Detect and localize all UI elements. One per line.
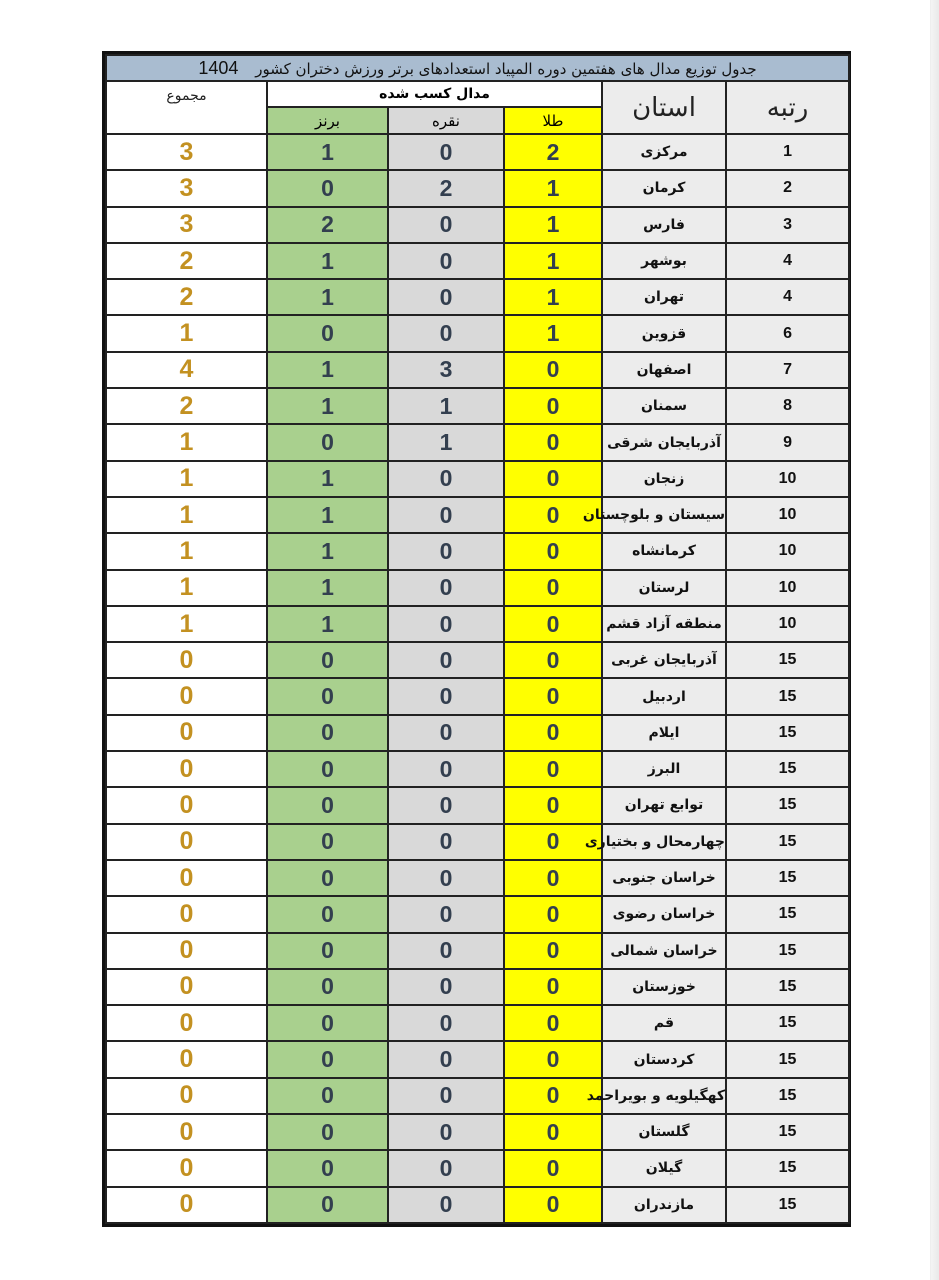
total-cell: 4 [106, 352, 267, 388]
table-row [106, 1005, 849, 1041]
silver-cell: 0 [388, 896, 504, 932]
province-cell: کرمانشاه [602, 533, 726, 569]
total-cell: 3 [106, 134, 267, 170]
table-row [106, 824, 849, 860]
total-cell: 0 [106, 787, 267, 823]
silver-cell: 0 [388, 969, 504, 1005]
table-row [106, 352, 849, 388]
silver-cell: 0 [388, 134, 504, 170]
silver-cell: 0 [388, 751, 504, 787]
gold-cell: 0 [504, 824, 602, 860]
rank-cell: 10 [726, 606, 849, 642]
gold-cell: 0 [504, 461, 602, 497]
gold-cell: 0 [504, 642, 602, 678]
total-cell: 0 [106, 969, 267, 1005]
rank-cell: 15 [726, 751, 849, 787]
header-province: استان [602, 81, 726, 134]
silver-cell: 0 [388, 570, 504, 606]
total-cell: 1 [106, 497, 267, 533]
header-medals-group: مدال کسب شده [267, 81, 602, 107]
total-cell: 1 [106, 461, 267, 497]
rank-cell: 15 [726, 642, 849, 678]
gold-cell: 0 [504, 352, 602, 388]
total-cell: 0 [106, 933, 267, 969]
rank-cell: 15 [726, 1150, 849, 1186]
rank-cell: 3 [726, 207, 849, 243]
province-cell: خراسان رضوی [602, 896, 726, 932]
rank-cell: 4 [726, 243, 849, 279]
table-row [106, 243, 849, 279]
total-cell: 0 [106, 751, 267, 787]
rank-cell: 15 [726, 969, 849, 1005]
gold-cell: 0 [504, 606, 602, 642]
table-row [106, 388, 849, 424]
table-row [106, 1187, 849, 1223]
province-cell: لرستان [602, 570, 726, 606]
silver-cell: 0 [388, 824, 504, 860]
bronze-cell: 0 [267, 787, 388, 823]
bronze-cell: 0 [267, 678, 388, 714]
bronze-cell: 0 [267, 424, 388, 460]
province-cell: خراسان شمالی [602, 933, 726, 969]
bronze-cell: 1 [267, 388, 388, 424]
bronze-cell: 0 [267, 860, 388, 896]
total-cell: 0 [106, 1114, 267, 1150]
total-cell: 0 [106, 678, 267, 714]
province-cell: قم [602, 1005, 726, 1041]
table-row [106, 315, 849, 351]
header-total: مجموع [106, 81, 267, 134]
gold-cell: 0 [504, 1114, 602, 1150]
province-cell: اصفهان [602, 352, 726, 388]
rank-cell: 6 [726, 315, 849, 351]
header-silver: نقره [388, 107, 504, 134]
header-rank: رتبه [726, 81, 849, 134]
bronze-cell: 1 [267, 352, 388, 388]
gold-cell: 0 [504, 933, 602, 969]
total-cell: 0 [106, 1005, 267, 1041]
gold-cell: 1 [504, 207, 602, 243]
silver-cell: 0 [388, 1078, 504, 1114]
header-bronze: برنز [267, 107, 388, 134]
bronze-cell: 0 [267, 969, 388, 1005]
total-cell: 2 [106, 388, 267, 424]
header-gold: طلا [504, 107, 602, 134]
rank-cell: 2 [726, 170, 849, 206]
table-row [106, 1041, 849, 1077]
bronze-cell: 0 [267, 170, 388, 206]
bronze-cell: 0 [267, 751, 388, 787]
title-year: 1404 [198, 57, 239, 78]
gold-cell: 0 [504, 715, 602, 751]
rank-cell: 1 [726, 134, 849, 170]
table-row [106, 715, 849, 751]
rank-cell: 4 [726, 279, 849, 315]
table-row [106, 751, 849, 787]
table-row [106, 497, 849, 533]
total-cell: 1 [106, 570, 267, 606]
gold-cell: 0 [504, 860, 602, 896]
gold-cell: 0 [504, 1005, 602, 1041]
rank-cell: 15 [726, 715, 849, 751]
rank-cell: 15 [726, 787, 849, 823]
bronze-cell: 0 [267, 824, 388, 860]
silver-cell: 0 [388, 1150, 504, 1186]
silver-cell: 0 [388, 1005, 504, 1041]
bronze-cell: 0 [267, 1041, 388, 1077]
rank-cell: 7 [726, 352, 849, 388]
total-cell: 0 [106, 1041, 267, 1077]
gold-cell: 0 [504, 787, 602, 823]
silver-cell: 0 [388, 860, 504, 896]
silver-cell: 3 [388, 352, 504, 388]
silver-cell: 0 [388, 207, 504, 243]
rank-cell: 15 [726, 860, 849, 896]
gold-cell: 1 [504, 315, 602, 351]
bronze-cell: 0 [267, 642, 388, 678]
total-cell: 0 [106, 715, 267, 751]
table-row [106, 787, 849, 823]
table-row [106, 134, 849, 170]
table-row [106, 678, 849, 714]
total-cell: 0 [106, 896, 267, 932]
province-cell: خراسان جنوبی [602, 860, 726, 896]
bronze-cell: 1 [267, 461, 388, 497]
table-row [106, 533, 849, 569]
rank-cell: 15 [726, 824, 849, 860]
province-cell: زنجان [602, 461, 726, 497]
gold-cell: 0 [504, 570, 602, 606]
bronze-cell: 0 [267, 315, 388, 351]
total-cell: 2 [106, 279, 267, 315]
table-row [106, 642, 849, 678]
silver-cell: 0 [388, 497, 504, 533]
table-row [106, 896, 849, 932]
rank-cell: 10 [726, 533, 849, 569]
gold-cell: 0 [504, 969, 602, 1005]
gold-cell: 0 [504, 1078, 602, 1114]
province-cell: گیلان [602, 1150, 726, 1186]
province-cell: کرمان [602, 170, 726, 206]
bronze-cell: 1 [267, 570, 388, 606]
bronze-cell: 1 [267, 134, 388, 170]
table-row [106, 969, 849, 1005]
gold-cell: 1 [504, 279, 602, 315]
silver-cell: 0 [388, 678, 504, 714]
total-cell: 3 [106, 207, 267, 243]
province-cell: آذربایجان شرقی [602, 424, 726, 460]
total-cell: 2 [106, 243, 267, 279]
rank-cell: 15 [726, 1114, 849, 1150]
silver-cell: 2 [388, 170, 504, 206]
gold-cell: 0 [504, 1150, 602, 1186]
rank-cell: 10 [726, 570, 849, 606]
total-cell: 0 [106, 1150, 267, 1186]
gold-cell: 0 [504, 533, 602, 569]
province-cell: مازندران [602, 1187, 726, 1223]
rank-cell: 10 [726, 497, 849, 533]
bronze-cell: 0 [267, 715, 388, 751]
bronze-cell: 1 [267, 497, 388, 533]
silver-cell: 1 [388, 388, 504, 424]
gold-cell: 0 [504, 424, 602, 460]
bronze-cell: 1 [267, 533, 388, 569]
total-cell: 3 [106, 170, 267, 206]
province-cell: البرز [602, 751, 726, 787]
rank-cell: 8 [726, 388, 849, 424]
total-cell: 1 [106, 606, 267, 642]
total-cell: 0 [106, 1078, 267, 1114]
table-row [106, 1150, 849, 1186]
table-row [106, 279, 849, 315]
silver-cell: 0 [388, 315, 504, 351]
rank-cell: 10 [726, 461, 849, 497]
gold-cell: 0 [504, 497, 602, 533]
province-cell: قزوین [602, 315, 726, 351]
rank-cell: 15 [726, 896, 849, 932]
province-cell: کهگیلویه و بویراحمد [602, 1078, 726, 1114]
province-cell: اردبیل [602, 678, 726, 714]
total-cell: 0 [106, 1187, 267, 1223]
bronze-cell: 1 [267, 243, 388, 279]
province-cell: ایلام [602, 715, 726, 751]
gold-cell: 0 [504, 388, 602, 424]
page-edge-strip [930, 0, 939, 1280]
bronze-cell: 0 [267, 896, 388, 932]
silver-cell: 0 [388, 279, 504, 315]
table-row [106, 207, 849, 243]
province-cell: گلستان [602, 1114, 726, 1150]
gold-cell: 1 [504, 170, 602, 206]
rank-cell: 15 [726, 678, 849, 714]
table-row [106, 606, 849, 642]
gold-cell: 0 [504, 678, 602, 714]
table-row [106, 860, 849, 896]
silver-cell: 0 [388, 533, 504, 569]
bronze-cell: 0 [267, 1187, 388, 1223]
bronze-cell: 0 [267, 933, 388, 969]
medal-table-sheet [102, 51, 851, 1227]
title-text: جدول توزیع مدال های هفتمین دوره المپیاد استعدادهای برتر ورزش دختران کشور [255, 59, 757, 78]
province-cell: بوشهر [602, 243, 726, 279]
silver-cell: 0 [388, 606, 504, 642]
province-cell: فارس [602, 207, 726, 243]
silver-cell: 0 [388, 787, 504, 823]
rank-cell: 15 [726, 1005, 849, 1041]
province-cell: منطقه آزاد قشم [602, 606, 726, 642]
bronze-cell: 0 [267, 1150, 388, 1186]
gold-cell: 0 [504, 751, 602, 787]
table-row [106, 933, 849, 969]
province-cell: سمنان [602, 388, 726, 424]
silver-cell: 0 [388, 1041, 504, 1077]
table-row [106, 1114, 849, 1150]
province-cell: کردستان [602, 1041, 726, 1077]
total-cell: 0 [106, 860, 267, 896]
total-cell: 1 [106, 533, 267, 569]
table-row [106, 424, 849, 460]
gold-cell: 2 [504, 134, 602, 170]
rank-cell: 9 [726, 424, 849, 460]
silver-cell: 0 [388, 642, 504, 678]
silver-cell: 0 [388, 1187, 504, 1223]
province-cell: آذربایجان غربی [602, 642, 726, 678]
silver-cell: 0 [388, 933, 504, 969]
rank-cell: 15 [726, 1187, 849, 1223]
gold-cell: 1 [504, 243, 602, 279]
table-row [106, 461, 849, 497]
province-cell: مرکزی [602, 134, 726, 170]
silver-cell: 0 [388, 715, 504, 751]
province-cell: توابع تهران [602, 787, 726, 823]
table-row [106, 170, 849, 206]
province-cell: تهران [602, 279, 726, 315]
bronze-cell: 1 [267, 279, 388, 315]
rank-cell: 15 [726, 933, 849, 969]
province-cell: چهارمحال و بختیاری [602, 824, 726, 860]
province-cell: سیستان و بلوچستان [602, 497, 726, 533]
bronze-cell: 2 [267, 207, 388, 243]
gold-cell: 0 [504, 1041, 602, 1077]
silver-cell: 0 [388, 243, 504, 279]
rank-cell: 15 [726, 1078, 849, 1114]
bronze-cell: 0 [267, 1114, 388, 1150]
gold-cell: 0 [504, 1187, 602, 1223]
rank-cell: 15 [726, 1041, 849, 1077]
total-cell: 1 [106, 424, 267, 460]
bronze-cell: 1 [267, 606, 388, 642]
total-cell: 0 [106, 642, 267, 678]
province-cell: خوزستان [602, 969, 726, 1005]
medal-table [105, 54, 850, 1224]
table-row [106, 1078, 849, 1114]
silver-cell: 0 [388, 1114, 504, 1150]
bronze-cell: 0 [267, 1078, 388, 1114]
total-cell: 0 [106, 824, 267, 860]
table-title [106, 55, 849, 81]
gold-cell: 0 [504, 896, 602, 932]
bronze-cell: 0 [267, 1005, 388, 1041]
silver-cell: 0 [388, 461, 504, 497]
table-row [106, 570, 849, 606]
silver-cell: 1 [388, 424, 504, 460]
total-cell: 1 [106, 315, 267, 351]
